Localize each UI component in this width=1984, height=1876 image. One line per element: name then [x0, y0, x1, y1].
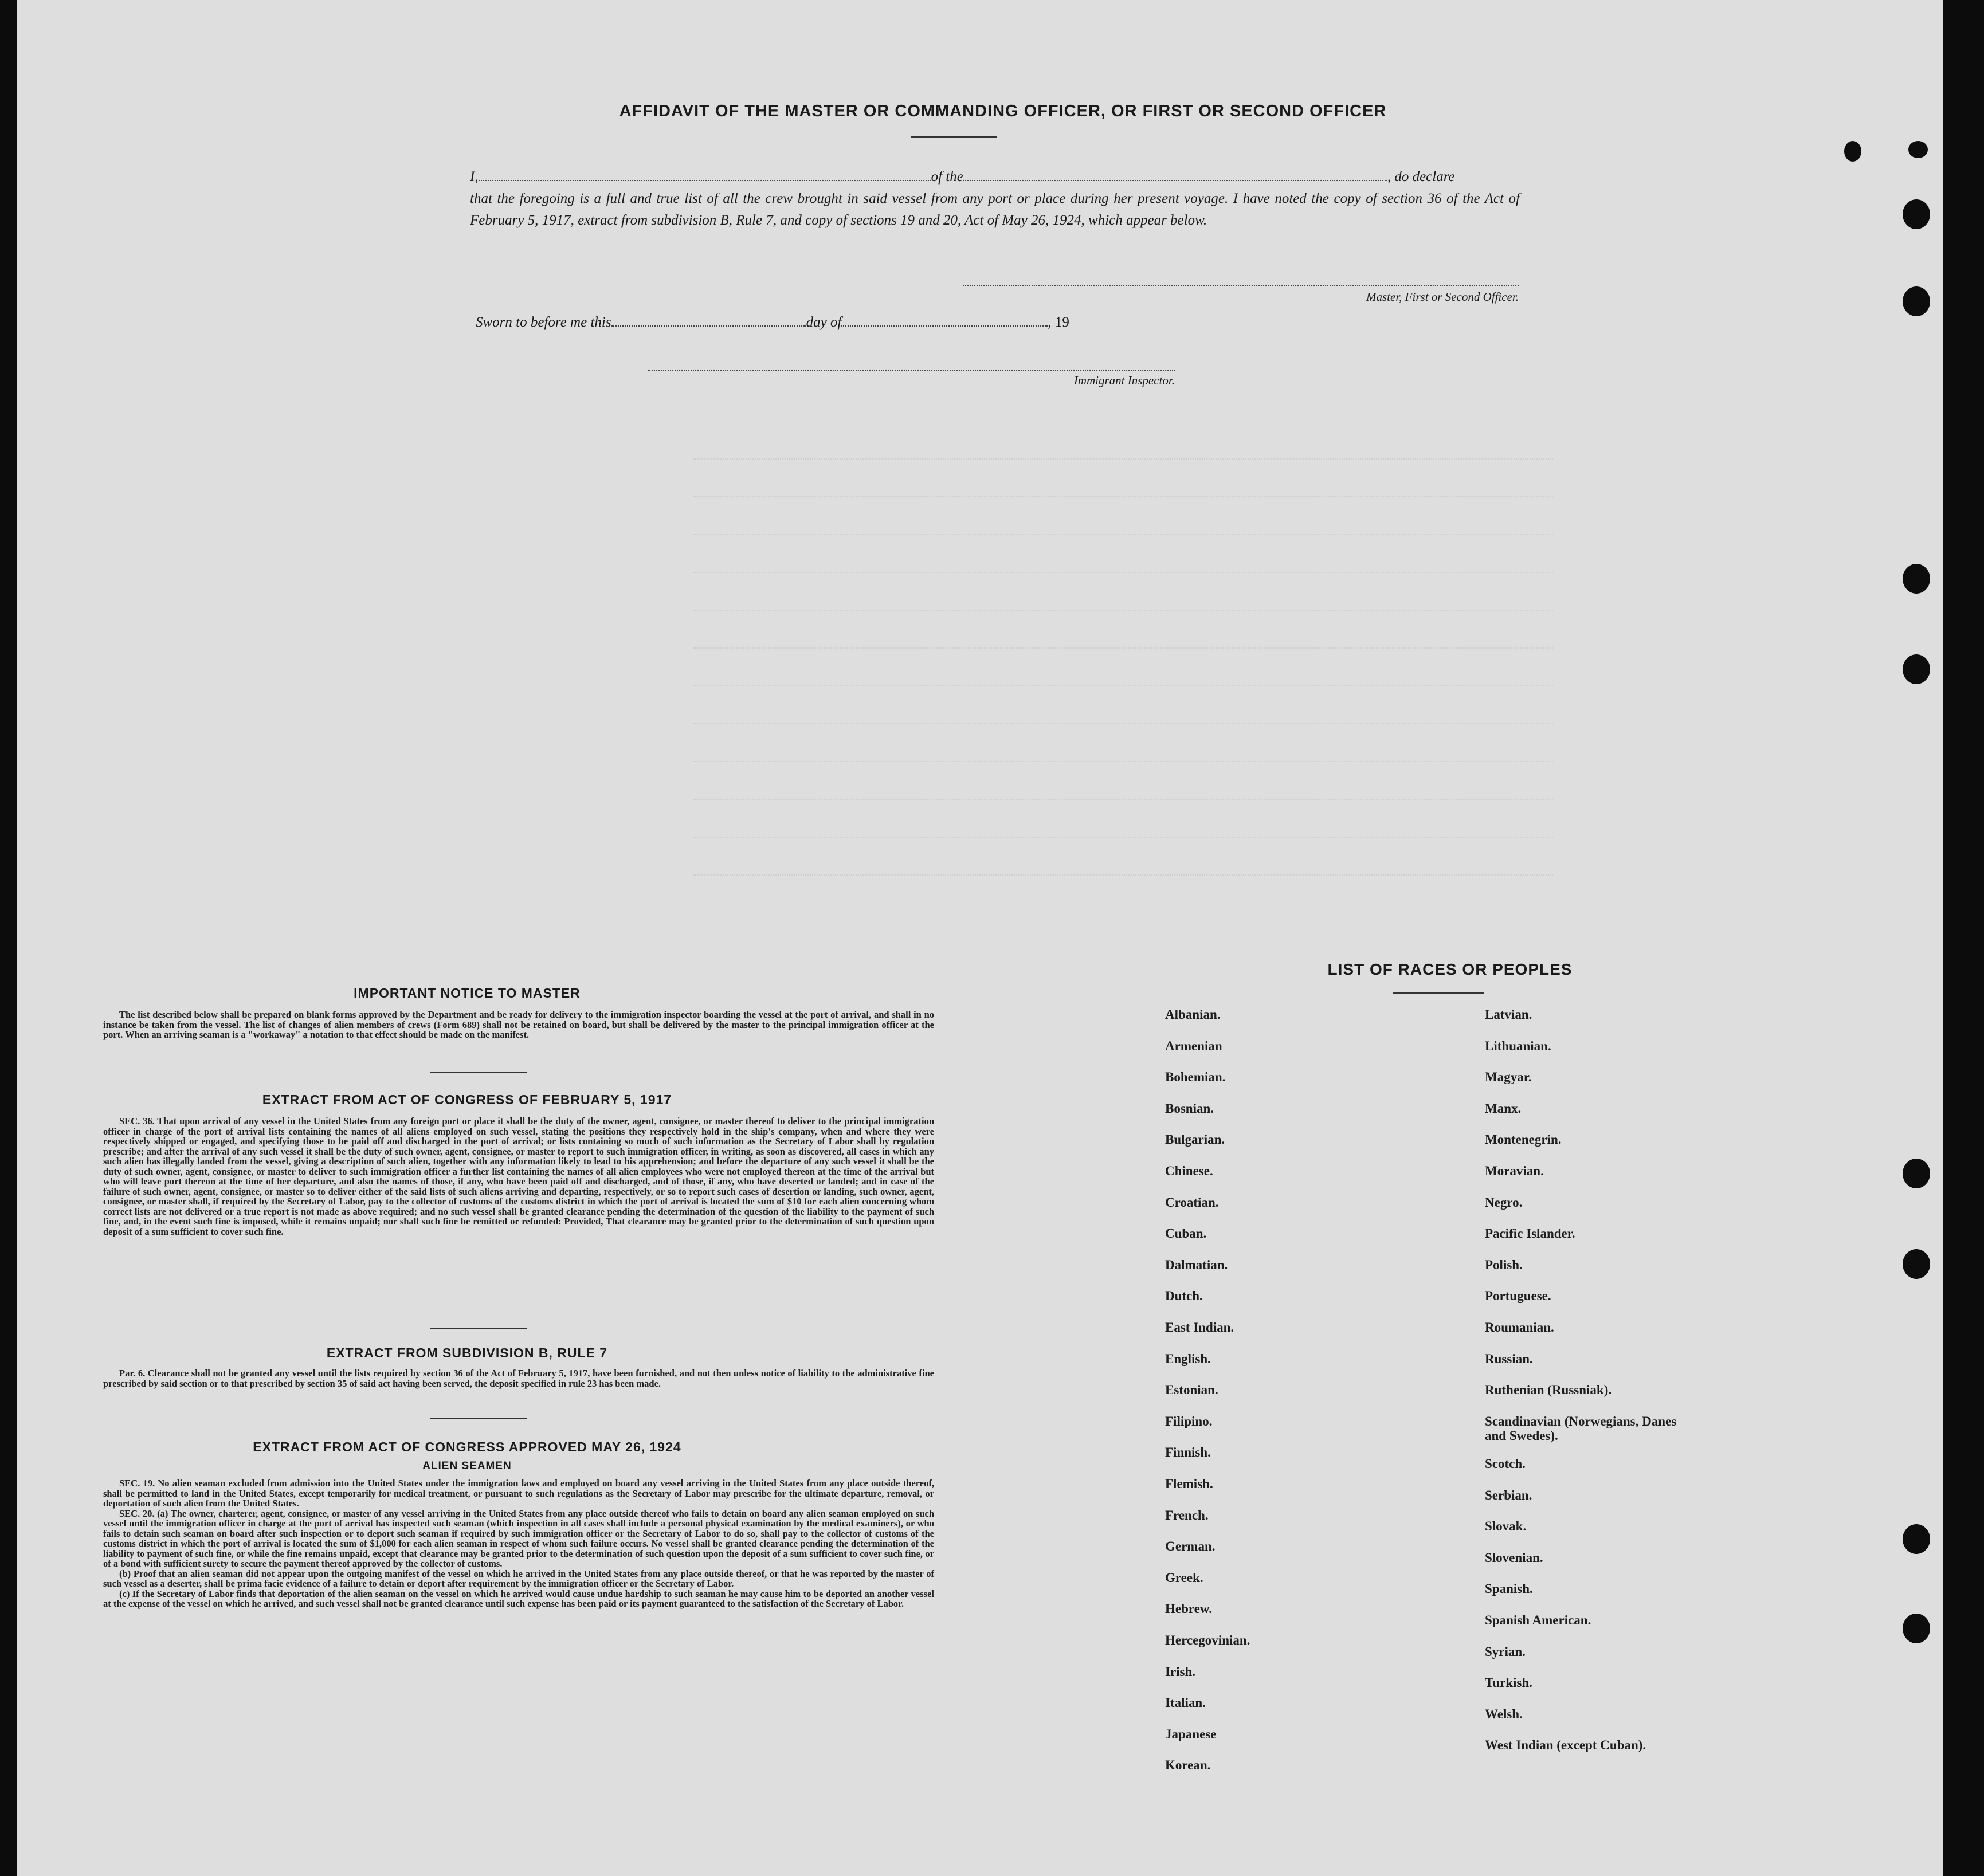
race-item: Syrian. — [1485, 1644, 1526, 1659]
race-item: Japanese — [1165, 1726, 1217, 1741]
race-item: Negro. — [1485, 1195, 1523, 1210]
race-item: Hercegovinian. — [1165, 1633, 1250, 1647]
race-item: Cuban. — [1165, 1226, 1207, 1241]
master-signature-caption: Master, First or Second Officer. — [1366, 290, 1519, 304]
race-item: Polish. — [1485, 1257, 1523, 1272]
race-item: Italian. — [1165, 1696, 1206, 1710]
extract-1924-body — [103, 1478, 934, 1609]
punch-hole — [1908, 141, 1928, 158]
race-item: Montenegrin. — [1485, 1132, 1562, 1147]
race-item: Spanish. — [1485, 1581, 1533, 1596]
sworn-year-label: , 19 — [1048, 315, 1069, 330]
bleed-through-text — [693, 424, 1553, 997]
extract-rule7-body — [103, 1368, 934, 1388]
race-item: Spanish American. — [1485, 1613, 1591, 1628]
races-title-rule — [1393, 992, 1484, 994]
punch-hole — [1903, 564, 1930, 594]
race-item: Slovenian. — [1485, 1550, 1543, 1565]
punch-hole — [1903, 1249, 1930, 1279]
race-item: Manx. — [1485, 1101, 1522, 1116]
declaration-first-line — [470, 166, 1520, 188]
section-rule — [430, 1418, 527, 1419]
section-rule — [430, 1328, 527, 1329]
vessel-name-field[interactable] — [963, 168, 1387, 181]
race-item: Ruthenian (Russniak). — [1485, 1383, 1612, 1398]
sworn-month-field[interactable] — [841, 314, 1048, 327]
race-item: Irish. — [1165, 1664, 1196, 1679]
punch-hole — [1903, 1524, 1930, 1554]
race-item: Russian. — [1485, 1351, 1533, 1366]
race-item: Croatian. — [1165, 1195, 1219, 1210]
race-item: Bohemian. — [1165, 1070, 1226, 1085]
punch-hole — [1844, 141, 1861, 162]
race-item: Filipino. — [1165, 1414, 1213, 1428]
notice-body — [103, 1010, 934, 1040]
race-item: Lithuanian. — [1485, 1038, 1551, 1053]
of-the-label: of the — [931, 169, 963, 185]
master-signature-line[interactable] — [963, 285, 1519, 286]
race-item: Chinese. — [1165, 1164, 1213, 1178]
races-title: LIST OF RACES OR PEOPLES — [1327, 960, 1573, 978]
rule7-paragraph: Par. 6. Clearance shall not be granted any vessel until the lists required by section 36 of the Act of February 5, 1917, have been furnished, and not then unless notice of liability to the administrative fine prescribed by said section or to that prescribed by section 35 of said act having been served, the deposit specified in rule 23 has been made. — [103, 1368, 934, 1389]
race-item: Moravian. — [1485, 1164, 1544, 1178]
race-item: Pacific Islander. — [1485, 1226, 1575, 1241]
section-20a-paragraph: SEC. 20. (a) The owner, charterer, agent, consignee, or master of any vessel arriving in the United States from any place outside thereof who fails to detain on board any alien seaman employed on such vessel until the immigration officer in charge at the port of arrival has inspected such seaman (which inspection in all cases shall include a personal physical examination by the medical examiners), or who fails to detain such seaman on board after such inspection or to deport such seaman if required by such immigration officer or the Secretary of Labor to do so, shall pay to the collector of customs of the customs district in which the port of arrival is located the sum of $1,000 for each alien seaman in respect of whom such failure occurs. No vessel shall be granted clearance pending the determination of the liability to payment of such fine, or while the fine remains unpaid, except that clearance may be granted prior to the determination of such question upon the deposit of a sum sufficient to cover such fine, or of a bond with sufficient surety to secure the payment thereof approved by the collector of customs. — [103, 1508, 934, 1569]
declarant-name-field[interactable] — [479, 168, 931, 181]
race-item: Hebrew. — [1165, 1602, 1212, 1616]
race-item: Slovak. — [1485, 1519, 1527, 1534]
race-item: Welsh. — [1485, 1706, 1523, 1721]
race-item: Flemish. — [1165, 1477, 1213, 1491]
punch-hole — [1903, 286, 1930, 316]
declaration-body: that the foregoing is a full and true list of all the crew brought in said vessel from any port or place during her present voyage. I have noted the copy of section 36 of the Act of February 5, 1917, extract from subdivision B, Rule 7, and copy of sections 19 and 20, Act of May 26, 1924, which appear below. — [470, 191, 1520, 228]
section-20c-paragraph: (c) If the Secretary of Labor finds that deportation of the alien seaman on the vessel on which he arrived would cause undue hardship to such seaman he may cause him to be deported an another vessel at the expense of the vessel on which he arrived, and such vessel shall not be granted clearance until such expense has been paid or its payment guaranteed to the satisfaction of the Secretary of Labor. — [103, 1588, 934, 1609]
inspector-signature-line[interactable] — [648, 370, 1175, 371]
extract-1924-subtitle: ALIEN SEAMEN — [422, 1460, 512, 1472]
extract-1917-body — [103, 1116, 934, 1237]
affidavit-title: AFFIDAVIT OF THE MASTER OR COMMANDING OFFICER, OR FIRST OR SECOND OFFICER — [619, 102, 1387, 120]
extract-1924-title: EXTRACT FROM ACT OF CONGRESS APPROVED MAY 26, 1924 — [253, 1439, 681, 1454]
day-of-label: day of — [806, 315, 842, 330]
race-item: Dalmatian. — [1165, 1257, 1228, 1272]
declarant-prefix: I, — [470, 169, 479, 185]
do-declare-label: , do declare — [1387, 169, 1455, 185]
punch-hole — [1903, 1614, 1930, 1643]
section-rule — [430, 1072, 527, 1073]
race-item: Estonian. — [1165, 1383, 1218, 1398]
extract-1917-title: EXTRACT FROM ACT OF CONGRESS OF FEBRUARY 5, 1917 — [262, 1092, 672, 1107]
section-20b-paragraph: (b) Proof that an alien seaman did not appear upon the outgoing manifest of the vessel on which he arrived in the United States from any place outside thereof, or that he was reported by the master of such vessel as a deserter, shall be prima facie evidence of a failure to detain or deport after requirement by the immigration officer or the Secretary of Labor. — [103, 1568, 934, 1589]
sworn-prefix: Sworn to before me this — [476, 315, 611, 330]
notice-paragraph: The list described below shall be prepared on blank forms approved by the Department and be ready for delivery to the immigration inspector boarding the vessel at the port of arrival, and shall in no instance be taken from the vessel. The list of changes of alien members of crews (Form 689) shall not be retained on board, but shall be delivered by the master to the principal immigration officer at the port. When an arriving seaman is a "workaway" a notation to that effect should be made on the manifest. — [103, 1009, 934, 1040]
race-item: Scotch. — [1485, 1457, 1526, 1471]
race-item: Serbian. — [1485, 1488, 1532, 1502]
race-item: German. — [1165, 1539, 1216, 1554]
race-item: French. — [1165, 1508, 1209, 1522]
race-item: English. — [1165, 1351, 1211, 1366]
sworn-line — [476, 312, 1163, 333]
section-19-paragraph: SEC. 19. No alien seaman excluded from admission into the United States under the immigration laws and employed on board any vessel arriving in the United States from any place outside thereof, shall be permitted to land in the United States, except temporarily for medical treatment, or pursuant to such regulations as the Secretary of Labor may prescribe for the ultimate departure, removal, or deportation of such alien from the United States. — [103, 1478, 934, 1509]
title-rule — [911, 136, 997, 138]
race-item: Finnish. — [1165, 1445, 1211, 1460]
race-item: Bosnian. — [1165, 1101, 1214, 1116]
race-item: Armenian — [1165, 1038, 1222, 1053]
punch-hole — [1903, 1159, 1930, 1188]
notice-title: IMPORTANT NOTICE TO MASTER — [354, 986, 581, 1000]
sworn-day-field[interactable] — [611, 314, 806, 327]
punch-hole — [1903, 199, 1930, 229]
race-item: Scandinavian (Norwegians, Danes and Swedes). — [1485, 1414, 1677, 1443]
race-item: Albanian. — [1165, 1007, 1221, 1022]
race-item: Turkish. — [1485, 1675, 1532, 1690]
race-item: Bulgarian. — [1165, 1132, 1225, 1147]
race-item: Portuguese. — [1485, 1289, 1551, 1304]
race-item: Magyar. — [1485, 1070, 1532, 1085]
punch-hole — [1903, 654, 1930, 684]
document-page — [17, 0, 1943, 1876]
race-item: West Indian (except Cuban). — [1485, 1738, 1646, 1753]
inspector-caption: Immigrant Inspector. — [1073, 374, 1175, 387]
race-item: East Indian. — [1165, 1320, 1234, 1335]
declaration-block — [470, 166, 1520, 231]
race-item: Dutch. — [1165, 1289, 1203, 1304]
race-item: Latvian. — [1485, 1007, 1532, 1022]
section-36-paragraph: SEC. 36. That upon arrival of any vessel in the United States from any foreign port or place it shall be the duty of the owner, agent, consignee, or master thereof to deliver to the principal immigration officer in charge of the port of arrival lists containing the names of all aliens employed on such vessel, stating the positions they respectively hold in the ship's company, when and where they were respectively shipped or engaged, and specifying those to be paid off and discharged in the port of arrival; or lists containing so much of such information as the Secretary of Labor shall by regulation prescribe; and after the arrival of any such vessel it shall be the duty of such owner, agent, consignee, or master to report to such immigration officer, in writing, as soon as discovered, all cases in which any such alien has illegally landed from the vessel, giving a description of such alien, together with any information likely to lead to his apprehension; and before the departure of any such vessel it shall be the duty of such owner, agent, consignee, or master to deliver to such immigration officer a further list containing the names of all alien employees who were not employed thereon at the time of the arrival but who will leave port thereon at the time of her departure, and also the names of those, if any, who have been paid off and discharged, and of those, if any, who have deserted or landed; and in case of the failure of such owner, agent, consignee, or master so to deliver either of the said lists of such aliens arriving and departing, respectively, or so to report such cases of desertion or landing, such owner, agent, consignee, or master shall, if required by the Secretary of Labor, pay to the collector of customs of the customs district in which the port of arrival is located the sum of $10 for each alien concerning whom correct lists are not delivered or a true report is not made as above required; and no such vessel shall be granted clearance pending the determination of the question of the liability to the payment of such fine, and, in the event such fine is imposed, while it remains unpaid; nor shall such fine be remitted or refunded: Provided, That clearance may be granted prior to the determination of such question upon deposit of a sum sufficient to cover such fine. — [103, 1116, 934, 1237]
race-item: Korean. — [1165, 1758, 1211, 1773]
race-item: Roumanian. — [1485, 1320, 1554, 1335]
extract-rule7-title: EXTRACT FROM SUBDIVISION B, RULE 7 — [326, 1345, 608, 1360]
race-item: Greek. — [1165, 1570, 1203, 1585]
